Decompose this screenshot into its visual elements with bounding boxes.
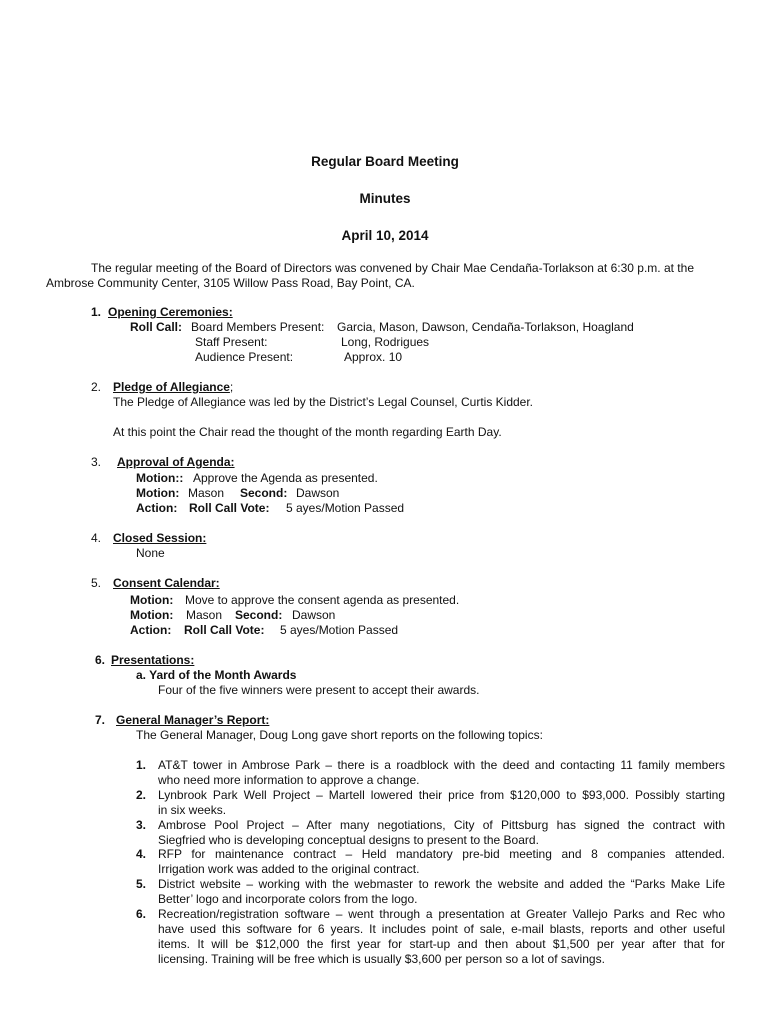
section-2-heading-wrap [113, 380, 233, 395]
report-item-line: items. It will be $12,000 the first year for start-up and then about $1,500 per year after that for [158, 937, 725, 951]
section-2-heading: Pledge of Allegiance [113, 380, 230, 394]
audience-present-label: Audience Present: [195, 350, 294, 364]
closed-session-text: None [136, 546, 165, 560]
s5-motion-label: Motion: [130, 593, 174, 607]
section-4-heading: Closed Session: [113, 531, 207, 545]
s3-second-label: Second: [240, 486, 288, 500]
s5-motion-value: Move to approve the consent agenda as presented. [185, 593, 460, 607]
report-item-line: who need more information to approve a change. [158, 773, 420, 787]
s5-motion2-label: Motion: [130, 608, 174, 622]
section-2-number: 2. [91, 380, 102, 394]
report-item-line: Recreation/registration software – went through a presentation at Greater Vallejo Parks and Rec who [158, 907, 725, 921]
report-item-number: 6. [136, 907, 147, 921]
audience-present-value: Approx. 10 [344, 350, 403, 364]
report-item-number: 2. [136, 788, 147, 802]
s3-motion2-value: Mason [188, 486, 225, 500]
report-item-line: Irrigation work was added to the original contract. [158, 862, 420, 876]
report-item-line: Ambrose Pool Project – After many negotiations, City of Pittsburg has signed the contract with [158, 818, 725, 832]
section-3-heading: Approval of Agenda: [117, 455, 235, 469]
meeting-date: April 10, 2014 [341, 228, 429, 243]
board-present-label: Board Members Present: [191, 320, 325, 334]
report-item-line: Lynbrook Park Well Project – Martell lowered their price from $120,000 to $93,000. Possibly starting [158, 788, 725, 802]
document-title: Regular Board Meeting [311, 154, 459, 169]
section-1-heading: Opening Ceremonies: [108, 305, 233, 319]
report-item-line: RFP for maintenance contract – Held mandatory pre-bid meeting and 8 companies attended. [158, 847, 725, 861]
report-item-line: AT&T tower in Ambrose Park – there is a roadblock with the deed and contacting 11 family members [158, 758, 725, 772]
intro-line-1: The regular meeting of the Board of Directors was convened by Chair Mae Cendaña-Torlakson at 6:30 p.m. at the [91, 261, 694, 275]
report-item-line: in six weeks. [158, 803, 227, 817]
s3-rollcall-label: Roll Call Vote: [189, 501, 270, 515]
gm-report-intro: The General Manager, Doug Long gave short reports on the following topics: [136, 728, 543, 742]
report-item-line: licensing. Training will be free which is usually $3,600 per person so a lot of savings. [158, 952, 605, 966]
earth-day-text: At this point the Chair read the thought of the month regarding Earth Day. [113, 425, 502, 439]
s5-motion2-value: Mason [186, 608, 223, 622]
section-5-heading: Consent Calendar: [113, 576, 220, 590]
report-item-line: Siegfried who is developing conceptual designs to present to the Board. [158, 833, 539, 847]
s5-rollcall-value: 5 ayes/Motion Passed [280, 623, 399, 637]
section-6-number: 6. [95, 653, 106, 667]
report-item-number: 5. [136, 877, 147, 891]
section-4-number: 4. [91, 531, 102, 545]
s3-motion2-label: Motion: [136, 486, 180, 500]
section-7-number: 7. [95, 713, 106, 727]
s5-rollcall-label: Roll Call Vote: [184, 623, 265, 637]
s3-second-value: Dawson [296, 486, 340, 500]
board-present-value: Garcia, Mason, Dawson, Cendaña-Torlakson, Hoagland [337, 320, 634, 334]
report-item-number: 4. [136, 847, 147, 861]
report-item-line: have used this software for 6 years. It includes point of sale, e-mail blasts, reports and other useful [158, 922, 725, 936]
s3-motion-value: Approve the Agenda as presented. [193, 471, 378, 485]
s3-action-label: Action: [136, 501, 178, 515]
s5-action-label: Action: [130, 623, 172, 637]
s3-motion-label: Motion:: [136, 471, 184, 485]
section-5-number: 5. [91, 576, 102, 590]
intro-line-2: Ambrose Community Center, 3105 Willow Pass Road, Bay Point, CA. [46, 276, 415, 290]
yard-of-month-heading: a. Yard of the Month Awards [136, 668, 297, 682]
report-item-number: 1. [136, 758, 147, 772]
staff-present-label: Staff Present: [195, 335, 268, 349]
staff-present-value: Long, Rodrigues [341, 335, 430, 349]
section-2-heading-suffix: ; [229, 380, 234, 394]
report-item-line: District website – working with the webmaster to rework the website and added the “Parks Make Life [158, 877, 725, 891]
report-item-line: Better’ logo and incorporate colors from the logo. [158, 892, 418, 906]
report-item-number: 3. [136, 818, 147, 832]
s3-rollcall-value: 5 ayes/Motion Passed [286, 501, 405, 515]
yard-of-month-text: Four of the five winners were present to accept their awards. [158, 683, 480, 697]
section-6-heading: Presentations: [111, 653, 195, 667]
document-subtitle: Minutes [359, 191, 411, 206]
s5-second-value: Dawson [292, 608, 336, 622]
section-3-number: 3. [91, 455, 102, 469]
section-1-number: 1. [91, 305, 102, 319]
s5-second-label: Second: [235, 608, 283, 622]
pledge-text: The Pledge of Allegiance was led by the District’s Legal Counsel, Curtis Kidder. [113, 395, 534, 409]
roll-call-label: Roll Call: [130, 320, 183, 334]
section-7-heading: General Manager’s Report: [116, 713, 270, 727]
